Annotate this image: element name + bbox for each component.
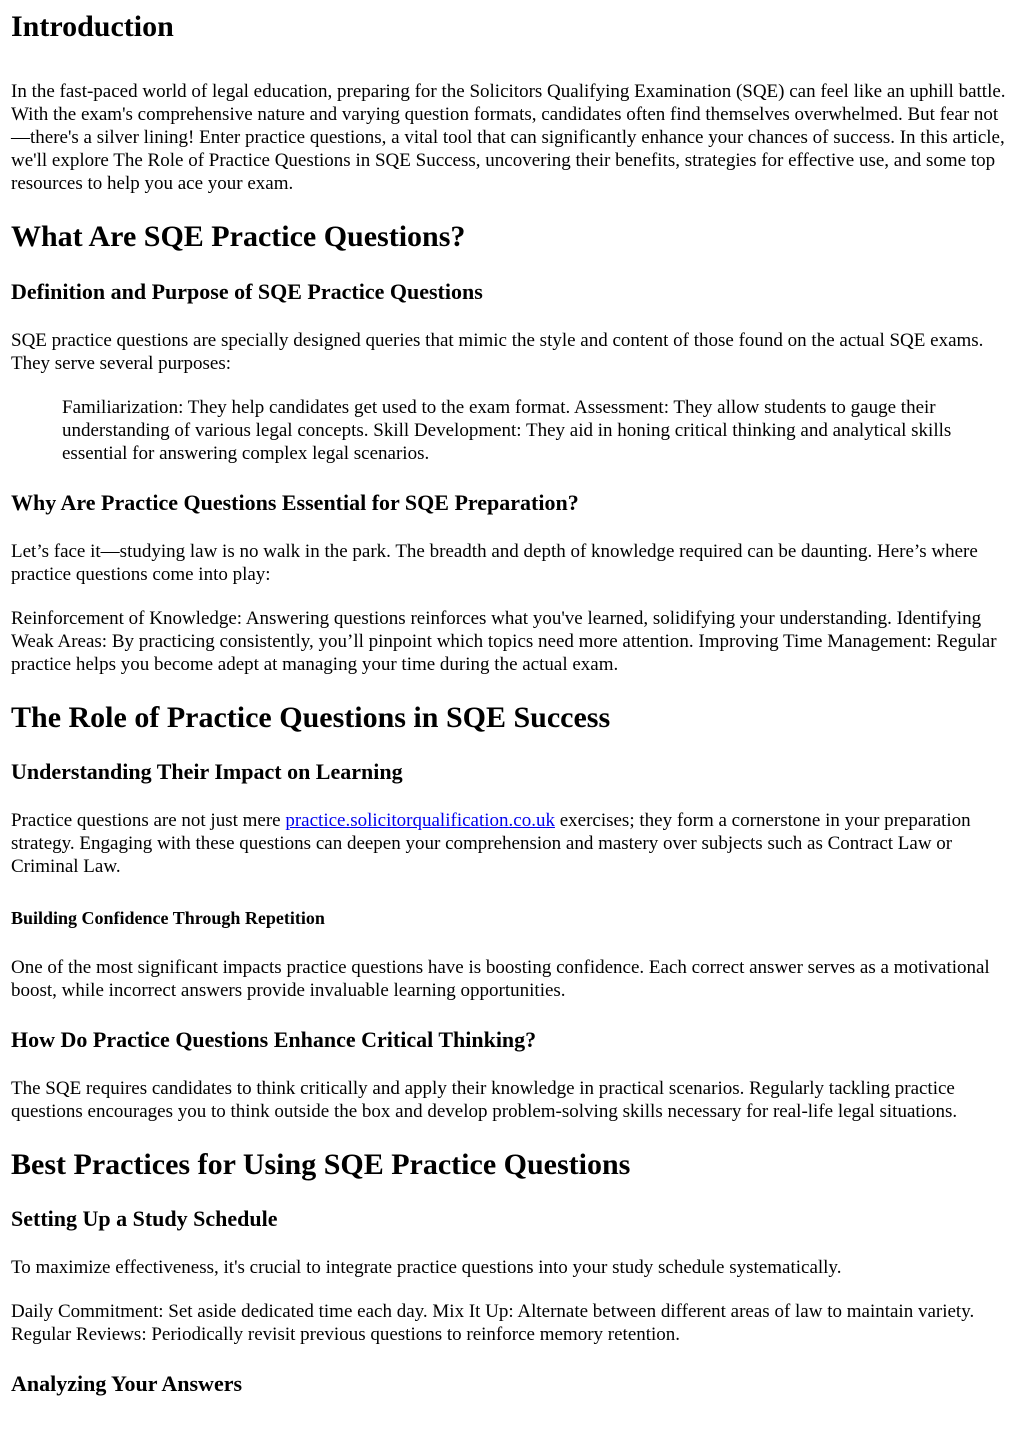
heading-analyzing-answers: Analyzing Your Answers: [11, 1371, 243, 1396]
heading-what-are-sqe-practice-questions: What Are SQE Practice Questions?: [11, 220, 466, 253]
paragraph-why-2: Reinforcement of Knowledge: Answering questions reinforces what you've learned, solidifying your understanding. Identifying Weak Areas: By practicing consistently, you’ll pinpoint which topics need more attention. Improving Time Management: Regular practice helps you become adept at managing your time during the actual exam.: [11, 608, 997, 675]
paragraph-schedule-2: Daily Commitment: Set aside dedicated time each day. Mix It Up: Alternate between different areas of law to maintain variety. Regular Reviews: Periodically revisit previous questions to reinforce memory retention.: [11, 1301, 975, 1345]
practice-site-link[interactable]: practice.solicitorqualification.co.uk: [285, 810, 555, 831]
paragraph-introduction: In the fast-paced world of legal education, preparing for the Solicitors Qualifying Examination (SQE) can feel like an uphill battle. With the exam's comprehensive nature and varying question formats, candidates often find themselves overwhelmed. But fear not—there's a silver lining! Enter practice questions, a vital tool that can significantly enhance your chances of success. In this article, we'll explore The Role of Practice Questions in SQE Success, uncovering their benefits, strategies for effective use, and some top resources to help you ace your exam.: [11, 81, 1006, 194]
heading-study-schedule: Setting Up a Study Schedule: [11, 1206, 278, 1231]
heading-building-confidence: Building Confidence Through Repetition: [11, 908, 325, 928]
blockquote-purposes: Familiarization: They help candidates get used to the exam format. Assessment: They allow students to gauge their understanding of various legal concepts. Skill Development: They aid in honing critical thinking and analytical skills essential for answering complex legal scenarios.: [62, 397, 952, 464]
paragraph-definition: SQE practice questions are specially designed queries that mimic the style and content of those found on the actual SQE exams. They serve several purposes:: [11, 330, 984, 374]
paragraph-why-1: Let’s face it—studying law is no walk in the park. The breadth and depth of knowledge required can be daunting. Here’s where practice questions come into play:: [11, 541, 978, 585]
heading-critical-thinking: How Do Practice Questions Enhance Critical Thinking?: [11, 1027, 537, 1052]
heading-role-of-practice-questions: The Role of Practice Questions in SQE Success: [11, 701, 611, 734]
paragraph-confidence: One of the most significant impacts practice questions have is boosting confidence. Each correct answer serves as a motivational boost, while incorrect answers provide invaluable learning opportunities.: [11, 957, 990, 1001]
paragraph-critical-thinking: The SQE requires candidates to think critically and apply their knowledge in practical scenarios. Regularly tackling practice questions encourages you to think outside the box and develop problem-solving skills necessary for real-life legal situations.: [11, 1078, 958, 1122]
heading-understanding-impact: Understanding Their Impact on Learning: [11, 759, 403, 784]
paragraph-impact: [11, 809, 1013, 878]
heading-why-essential: Why Are Practice Questions Essential for SQE Preparation?: [11, 490, 579, 515]
impact-text-after: exercises; they form a cornerstone in your preparation strategy. Engaging with these questions can deepen your comprehension and mastery over subjects such as Contract Law or Criminal Law.: [11, 810, 971, 877]
heading-definition-and-purpose: Definition and Purpose of SQE Practice Questions: [11, 279, 483, 304]
heading-best-practices: Best Practices for Using SQE Practice Questions: [11, 1148, 631, 1181]
article: [0, 10, 1024, 1397]
paragraph-schedule-1: To maximize effectiveness, it's crucial to integrate practice questions into your study schedule systematically.: [11, 1257, 842, 1278]
heading-introduction: Introduction: [11, 10, 174, 43]
impact-text-before: Practice questions are not just mere: [11, 810, 286, 831]
